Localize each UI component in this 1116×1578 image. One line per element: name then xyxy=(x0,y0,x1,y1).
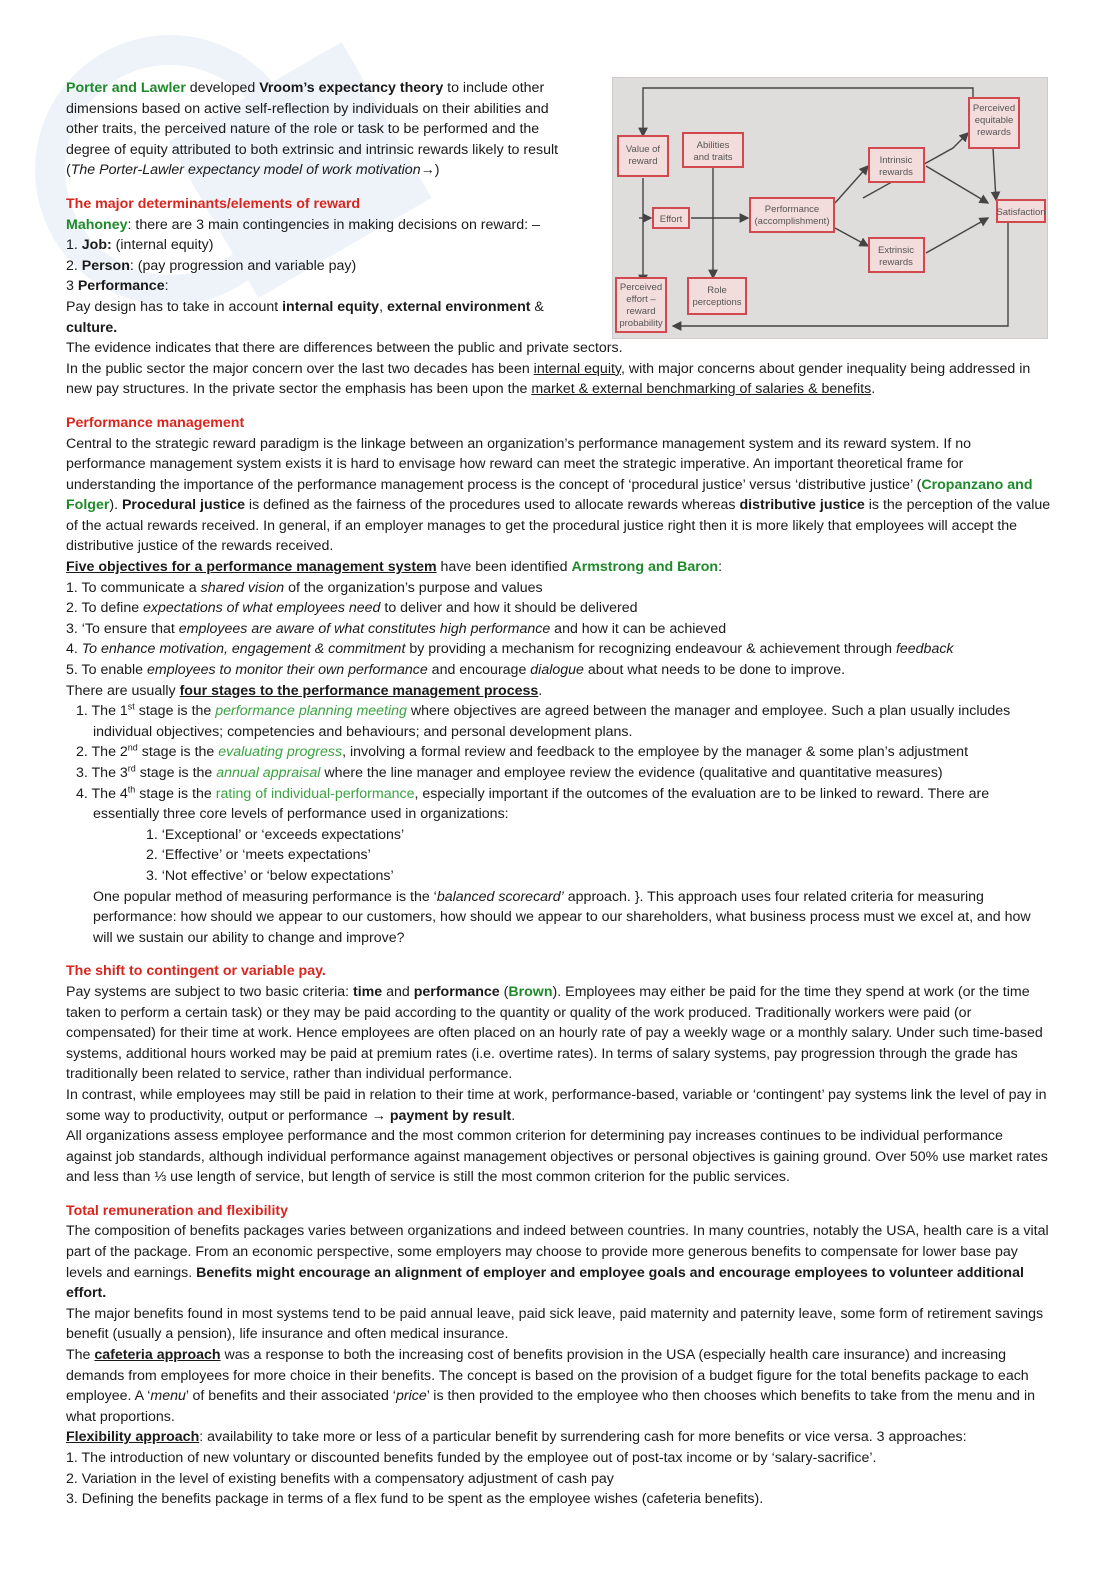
svg-text:Intrinsic: Intrinsic xyxy=(879,155,913,166)
objective-5: 5. To enable employees to monitor their own performance and encourage dialogue about what needs to be done to improve. xyxy=(66,662,846,679)
variable-pay-paragraph-3: All organizations assess employee performance and the most common criterion for determining pay increases continues to be individual performance against job standards, although individual performance against management objectives or personal objectives is gaining ground. Over 50% use market rates and less than ⅓ use length of service, but length of service is still the most common criterion for the public services. xyxy=(66,1128,1048,1186)
heading-total-remuneration: Total remuneration and flexibility xyxy=(66,1202,289,1219)
document-body xyxy=(66,78,1051,1510)
objective-4: 4. To enhance motivation, engagement & commitment by providing a mechanism for recognizing endeavour & achievement through feedback xyxy=(66,641,954,658)
flex-approach-1: 1. The introduction of new voluntary or discounted benefits funded by the employee out of post-tax income or by ‘salary-sacrifice’. xyxy=(66,1450,877,1466)
flexibility-line: Flexibility approach: availability to take more or less of a particular benefit by surrendering cash for more benefits or vice versa. 3 approaches: xyxy=(66,1429,967,1446)
evidence-line: The evidence indicates that there are differences between the public and private sectors. xyxy=(66,340,623,357)
balanced-scorecard-paragraph: One popular method of measuring performance is the ‘balanced scorecard’ approach. }. This approach uses four related criteria for measuring performance: how should we appear to our customers, how should we appear to our shareholders, what business process must we excel at, and how will we sustain our ability to change and improve? xyxy=(93,888,1031,946)
svg-text:rewards: rewards xyxy=(977,127,1011,138)
stage-1: 1. The 1st stage is the performance planning meeting where objectives are agreed between the manager and employee. Such a plan usually includes individual objectives; competencies and behaviours; and personal development plans. xyxy=(76,701,1011,740)
svg-text:Perceived: Perceived xyxy=(619,282,663,293)
level-3: 3. ‘Not effective’ or ‘below expectations’ xyxy=(146,867,394,884)
four-stages-line: There are usually four stages to the performance management process. xyxy=(66,682,543,699)
remuneration-paragraph-1: The composition of benefits packages varies between organizations and indeed between countries. In many countries, notably the USA, health care is a vital part of the package. From an economic perspective, some employers may choose to provide more generous benefits to compensate for lower base pay levels and earnings. Benefits might encourage an alignment of employer and employee goals and encourage employees to volunteer additional effort. xyxy=(66,1223,1049,1302)
svg-text:reward: reward xyxy=(628,156,658,167)
svg-text:probability: probability xyxy=(619,318,663,329)
determinant-person: 2. Person: (pay progression and variable pay) xyxy=(66,257,357,274)
five-objectives-line: Five objectives for a performance management system have been identified Armstrong and Baron: xyxy=(66,559,723,576)
svg-text:Perceived: Perceived xyxy=(972,103,1016,114)
svg-text:equitable: equitable xyxy=(974,115,1014,126)
stage-4: 4. The 4th stage is the rating of individual-performance, especially important if the outcomes of the evaluation are to be linked to reward. There are essentially three core levels of performance used in organizations: xyxy=(76,783,990,823)
objective-2: 2. To define expectations of what employees need to deliver and how it should be delivered xyxy=(66,600,638,617)
determinant-job: 1. Job: (internal equity) xyxy=(66,237,214,254)
mahoney-line: Mahoney: there are 3 main contingencies in making decisions on reward: – xyxy=(66,216,540,233)
svg-text:and traits: and traits xyxy=(693,152,733,163)
svg-text:Abilities: Abilities xyxy=(696,140,730,151)
author-porter-lawler: Porter and Lawler xyxy=(66,80,186,96)
svg-text:Extrinsic: Extrinsic xyxy=(878,245,914,256)
remuneration-paragraph-2: The major benefits found in most systems tend to be paid annual leave, paid sick leave, paid maternity and paternity leave, some form of retirement savings benefit (usually a pension), life insurance and often medical insurance. xyxy=(66,1305,1044,1343)
svg-text:rewards: rewards xyxy=(879,257,913,268)
objective-1: 1. To communicate a shared vision of the organization’s purpose and values xyxy=(66,579,543,596)
pay-design-line: Pay design has to take in account internal equity, external environment & culture. xyxy=(66,298,544,336)
determinant-performance: 3 Performance: xyxy=(66,278,169,295)
svg-text:Satisfaction: Satisfaction xyxy=(996,207,1046,218)
flex-approach-2: 2. Variation in the level of existing benefits with a compensatory adjustment of cash pay xyxy=(66,1470,614,1487)
objective-3: 3. ‘To ensure that employees are aware of what constitutes high performance and how it can be achieved xyxy=(66,620,727,637)
level-2: 2. ‘Effective’ or ‘meets expectations’ xyxy=(146,847,371,864)
variable-pay-paragraph-1: Pay systems are subject to two basic criteria: time and performance (Brown). Employees may either be paid for the time they spend at work (or the time taken to perform a certain task) or they may be paid according to the quantity or quality of the work produced. Traditionally workers were paid (or compensated) for their time at work. Hence employees are often placed on an hourly rate of pay a weekly wage or a monthly salary. Under such time-based systems, additional hours worked may be paid at premium rates (i.e. overtime rates). In terms of salary systems, pay progression through the grade has traditionally been related to service, rather than individual performance. xyxy=(66,983,1043,1083)
stage-2: 2. The 2nd stage is the evaluating progress, involving a formal review and feedback to the employee by the manager & some plan’s adjustment xyxy=(76,742,969,761)
public-private-paragraph: In the public sector the major concern over the last two decades has been internal equity, with major concerns about gender inequality being addressed in new pay structures. In the private sector the emphasis has been upon the market & external benchmarking of salaries & benefits. xyxy=(66,360,1031,398)
vroom-theory: Vroom’s expectancy theory xyxy=(259,80,444,96)
svg-text:reward: reward xyxy=(626,306,656,317)
intro-paragraph: Porter and Lawler developed Vroom’s expectancy theory to include other dimensions based on active self-reflection by individuals on their abilities and other traits, the perceived nature of the role or task to be performed and the degree of equity attributed to both extrinsic and intrinsic rewards likely to result (The Porter-Lawler expectancy model of work motivation→) xyxy=(66,80,559,179)
stage-3: 3. The 3rd stage is the annual appraisal where the line manager and employee review the evidence (qualitative and quantitative measures) xyxy=(76,763,943,781)
heading-variable-pay: The shift to contingent or variable pay. xyxy=(66,963,326,980)
flex-approach-3: 3. Defining the benefits package in terms of a flex fund to be spent as the employee wishes (cafeteria benefits). xyxy=(66,1491,764,1508)
heading-determinants: The major determinants/elements of reward xyxy=(66,195,361,212)
svg-text:Role: Role xyxy=(707,285,727,296)
svg-text:Value of: Value of xyxy=(625,144,661,155)
cafeteria-paragraph: The cafeteria approach was a response to both the increasing cost of benefits provision in the USA (especially health care insurance) and increasing demands from employees for more choice in their benefits. The concept is based on the provision of a budget figure for the total benefits package to each employee. A ‘menu’ of benefits and their associated ‘price’ is then provided to the employee who then chooses which benefits to take from the menu and in what proportions. xyxy=(66,1347,1036,1425)
heading-performance-management: Performance management xyxy=(66,414,245,431)
level-1: 1. ‘Exceptional’ or ‘exceeds expectations’ xyxy=(146,826,405,843)
svg-text:rewards: rewards xyxy=(879,167,913,178)
svg-text:perceptions: perceptions xyxy=(692,297,742,308)
svg-text:Effort: Effort xyxy=(659,214,683,225)
svg-text:(accomplishment): (accomplishment) xyxy=(754,216,830,227)
svg-text:Performance: Performance xyxy=(764,204,820,215)
performance-paragraph: Central to the strategic reward paradigm is the linkage between an organization’s performance management system and its reward system. If no performance management system exists it is hard to envisage how reward can meet the strategic imperative. An important theoretical frame for understanding the importance of the performance management process is the concept of ‘procedural justice’ versus ‘distributive justice’ (Cropanzano and Folger). Procedural justice is defined as the fairness of the procedures used to allocate rewards whereas distributive justice is the perception of the value of the actual rewards received. In general, if an employer manages to get the procedural justice right then it is more likely that employees will accept the distributive justice of the rewards received. xyxy=(66,435,1051,555)
svg-text:effort –: effort – xyxy=(626,294,656,305)
variable-pay-paragraph-2: In contrast, while employees may still be paid in relation to their time at work, performance-based, variable or ‘contingent’ pay systems link the level of pay in some way to productivity, output or performance → payment by result. xyxy=(66,1086,1047,1124)
